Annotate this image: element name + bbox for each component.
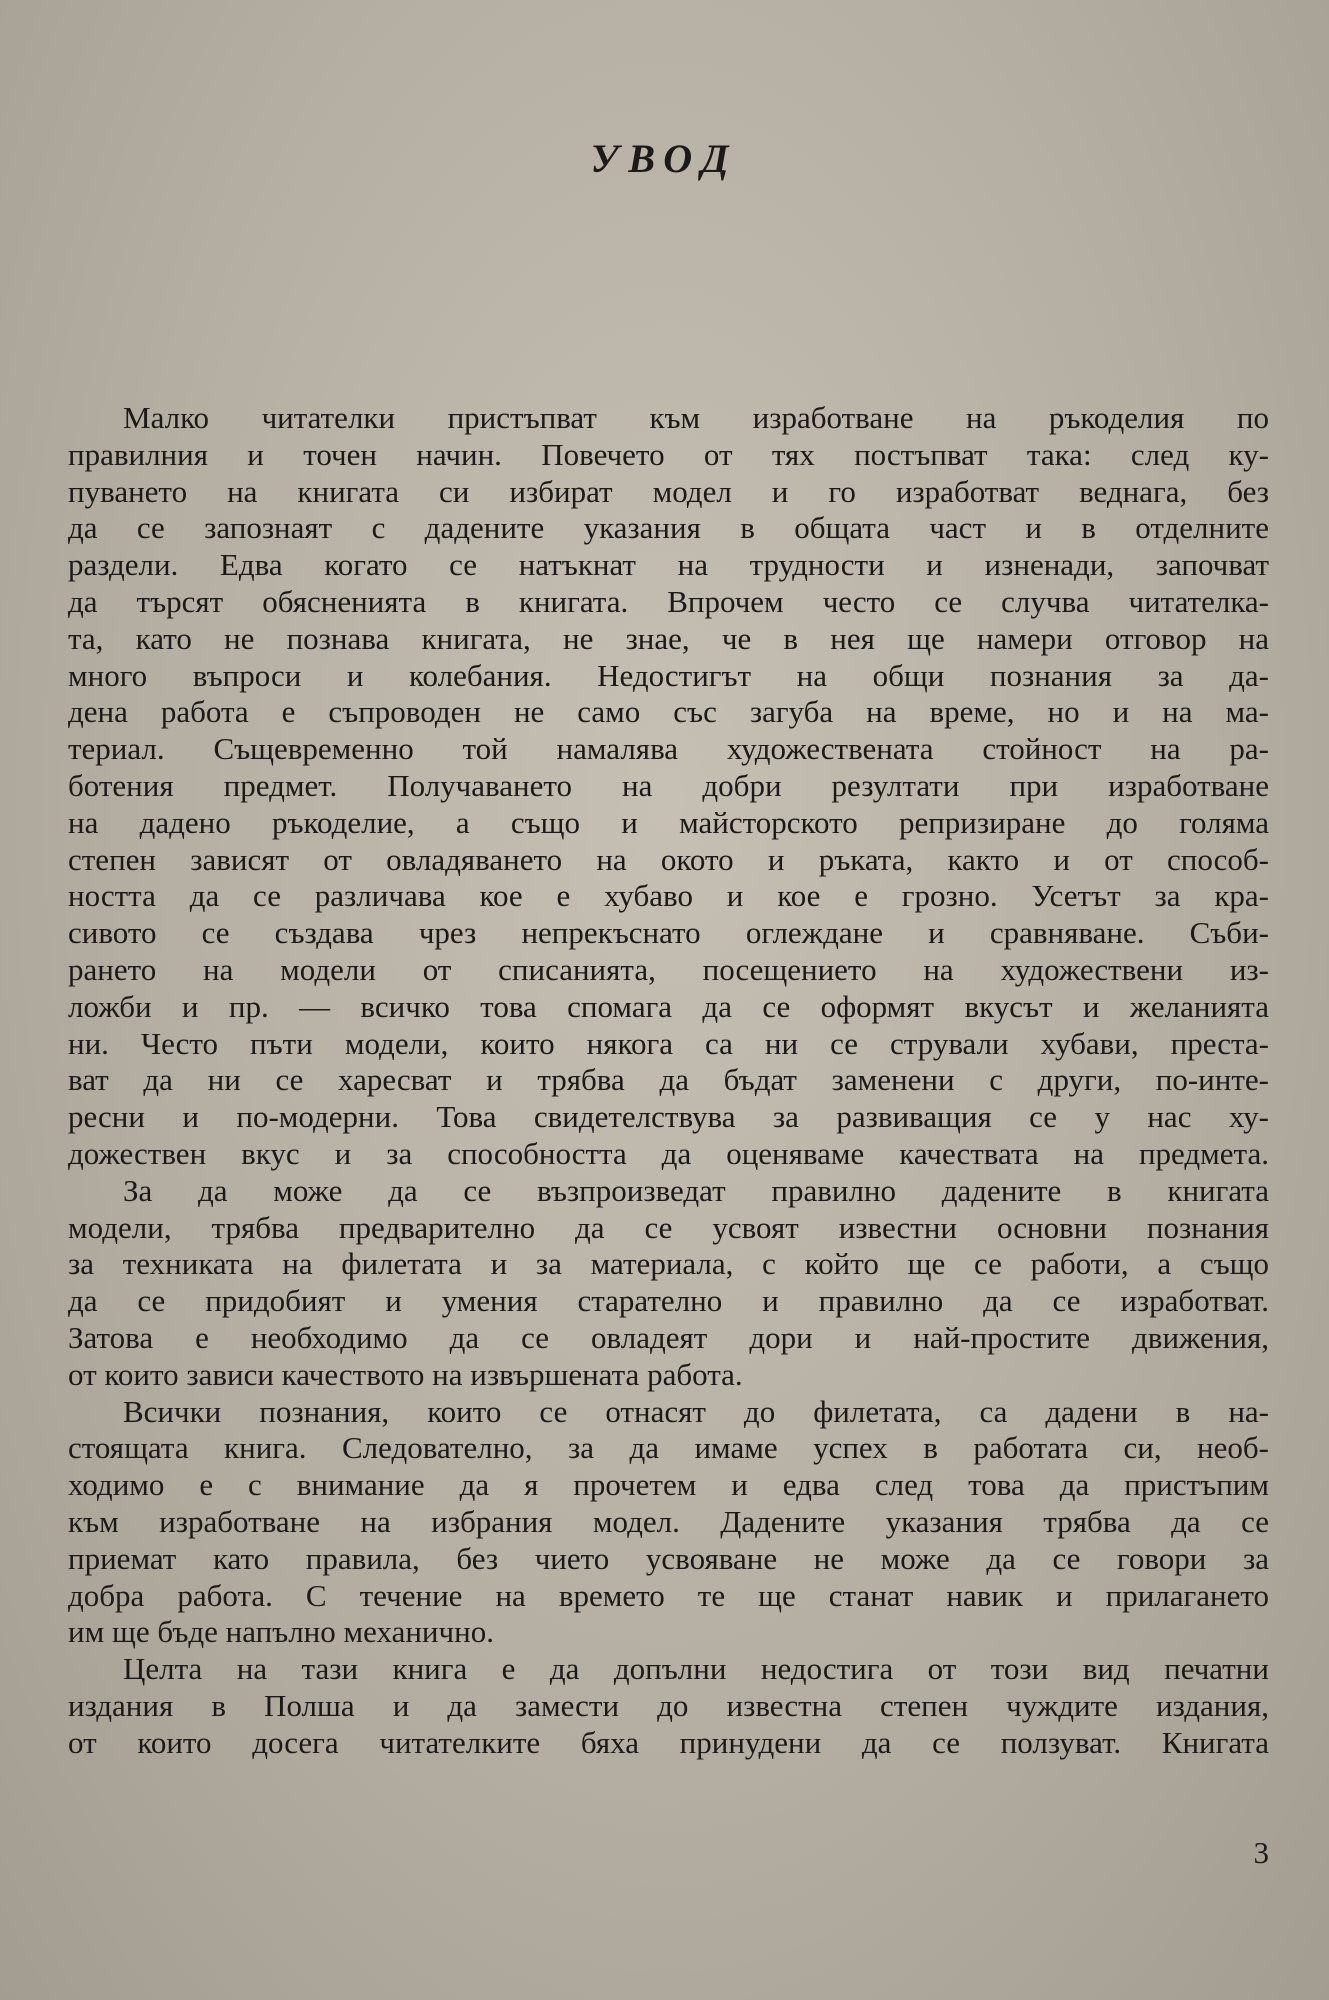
text-line: ложби и пр. — всичко това спомага да се оформят вкусът и желанията (68, 988, 1269, 1024)
text-line: сивото се създава чрез непрекъснато оглеждане и сравняване. Съби- (68, 915, 1269, 951)
text-line: им ще бъде напълно механично. (68, 1614, 494, 1650)
paragraph-1 (68, 400, 1269, 1173)
paragraph-3 (68, 1394, 1269, 1652)
text-line: пуването на книгата си избират модел и го изработват веднага, без (68, 473, 1269, 509)
text-line: дена работа е съпроводен не само със загуба на време, но и на ма- (68, 694, 1269, 730)
text-line: стоящата книга. Следователно, за да имаме успех в работата си, необ- (68, 1430, 1269, 1466)
text-line: рането на модели от списанията, посещението на художествени из- (68, 951, 1269, 987)
text-line: модели, трябва предварително да се усвоят известни основни познания (68, 1209, 1269, 1245)
text-line: ресни и по-модерни. Това свидетелствува за развиващия се у нас ху- (68, 1099, 1269, 1135)
text-line: ходимо е с внимание да я прочетем и едва след това да пристъпим (68, 1467, 1269, 1503)
text-line: ни. Често пъти модели, които някога са ни се стрували хубави, преста- (68, 1025, 1269, 1061)
text-line: от които зависи качеството на извършената работа. (68, 1356, 743, 1392)
text-line: За да може да се възпроизведат правилно дадените в книгата (123, 1172, 1269, 1208)
text-line: много въпроси и колебания. Недостигът на общи познания за да- (68, 657, 1269, 693)
text-line: Затова е необходимо да се овладеят дори и най-простите движения, (68, 1319, 1269, 1355)
page-number: 3 (1253, 1835, 1269, 1870)
text-line: териал. Същевременно той намалява художествената стойност на ра- (68, 731, 1269, 767)
text-line: издания в Полша и да замести до известна степен чуждите издания, (68, 1687, 1269, 1723)
text-line: степен зависят от овладяването на окото и ръката, както и от способ- (68, 841, 1269, 877)
text-line: Малко читателки пристъпват към изработване на ръкоделия по (123, 400, 1269, 435)
body-text (68, 400, 1269, 1761)
text-line: да се запознаят с дадените указания в общата част и в отделните (68, 510, 1269, 546)
page-title: УВОД (590, 136, 739, 181)
text-line: ботения предмет. Получаването на добри резултати при изработване (68, 767, 1269, 803)
text-line: от които досега читателките бяха принудени да се ползуват. Книгата (68, 1724, 1269, 1760)
text-line: правилния и точен начин. Повечето от тях постъпват така: след ку- (68, 436, 1269, 472)
text-line: приемат като правила, без чието усвояване не може да се говори за (68, 1540, 1269, 1576)
text-line: за техниката на филетата и за материала, с който ще се работи, а също (68, 1246, 1269, 1282)
text-line: да се придобият и умения старателно и правилно да се изработват. (68, 1283, 1269, 1319)
text-line: да търсят обясненията в книгата. Впрочем често се случва читателка- (68, 583, 1269, 619)
text-line: ват да ни се харесват и трябва да бъдат заменени с други, по-инте- (68, 1062, 1269, 1098)
text-line: раздели. Едва когато се натъкнат на трудности и изненади, започват (68, 547, 1269, 583)
paragraph-2 (68, 1173, 1269, 1394)
paragraph-4 (68, 1651, 1269, 1761)
text-line: ността да се различава кое е хубаво и кое е грозно. Усетът за кра- (68, 878, 1269, 914)
text-line: дожествен вкус и за способността да оценяваме качествата на предмета. (68, 1135, 1269, 1171)
text-line: та, като не познава книгата, не знае, че в нея ще намери отговор на (68, 620, 1269, 656)
text-line: добра работа. С течение на времето те ще станат навик и прилагането (68, 1577, 1269, 1613)
text-line: на дадено ръкоделие, а също и майсторското репризиране до голяма (68, 804, 1269, 840)
text-line: Целта на тази книга е да допълни недостига от този вид печатни (123, 1651, 1269, 1687)
text-line: към изработване на избрания модел. Дадените указания трябва да се (68, 1503, 1269, 1539)
text-line: Всички познания, които се отнасят до филетата, са дадени в на- (123, 1393, 1269, 1429)
